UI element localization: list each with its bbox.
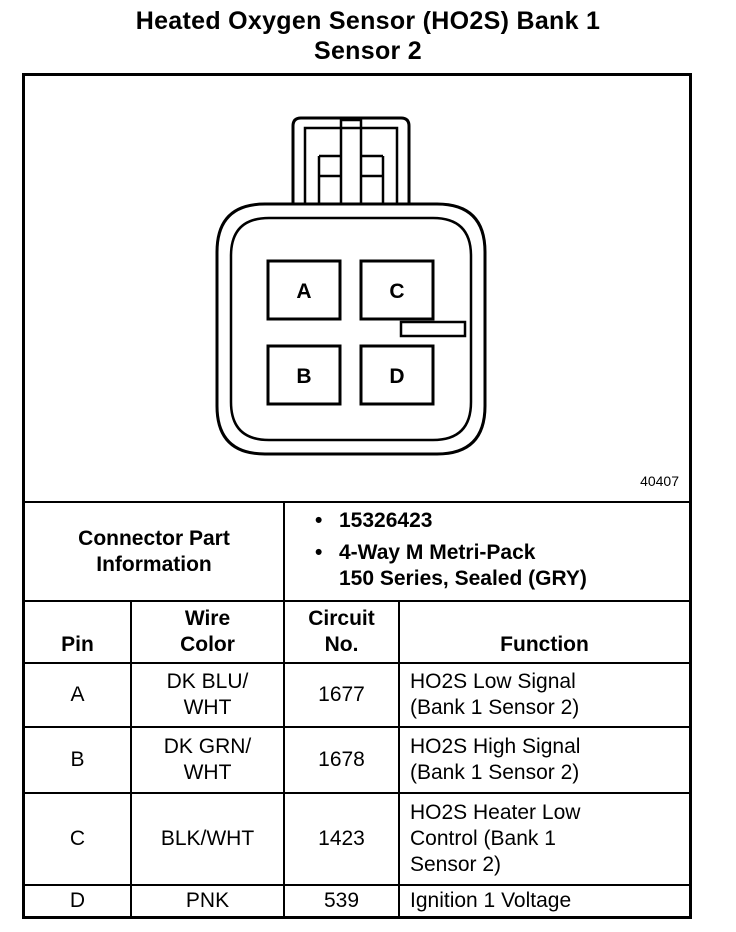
divider xyxy=(283,501,285,601)
connector-drawing xyxy=(25,76,689,501)
description-item xyxy=(315,540,587,566)
connector-diagram xyxy=(25,76,689,501)
cell-pin: C xyxy=(69,827,86,850)
figure-number: 40407 xyxy=(640,473,679,489)
description-line-2: 150 Series, Sealed (GRY) xyxy=(339,567,587,590)
description-item-2 xyxy=(315,566,587,592)
header-pin: Pin xyxy=(61,633,94,656)
part-number: 15326423 xyxy=(339,509,433,532)
cell-pin: B xyxy=(70,748,85,771)
connector-info-details xyxy=(315,508,587,592)
bullet: • xyxy=(315,541,323,564)
cell-circuit: 539 xyxy=(323,889,360,912)
cell-function: HO2S Heater Low Control (Bank 1 Sensor 2) xyxy=(410,801,581,876)
connector-key xyxy=(401,322,465,336)
cell-pin: A xyxy=(70,683,85,706)
diagram-title xyxy=(0,6,736,66)
cell-circuit: 1678 xyxy=(318,748,365,771)
cell-circuit: 1423 xyxy=(318,827,365,850)
cell-wire-color: BLK/WHT xyxy=(160,827,255,850)
connector-info-label: Connector Part Information xyxy=(78,527,230,576)
cell-wire-color: DK BLU/ WHT xyxy=(166,670,249,719)
description-line-1: 4-Way M Metri-Pack xyxy=(339,541,536,564)
header-function: Function xyxy=(500,633,589,656)
cell-pin: D xyxy=(69,889,86,912)
pin-label-b: B xyxy=(296,365,312,388)
pin-label-a: A xyxy=(296,280,312,303)
diagram-frame xyxy=(22,73,692,919)
header-circuit-no: Circuit No. xyxy=(308,607,375,656)
cell-circuit: 1677 xyxy=(318,683,365,706)
cell-wire-color: DK GRN/ WHT xyxy=(163,735,252,784)
part-number-item xyxy=(315,508,587,534)
header-wire-color: Wire Color xyxy=(180,607,235,656)
bullet: • xyxy=(315,509,323,532)
cell-function: HO2S High Signal (Bank 1 Sensor 2) xyxy=(410,735,581,784)
cell-function: HO2S Low Signal (Bank 1 Sensor 2) xyxy=(410,670,580,719)
title-line-2: Sensor 2 xyxy=(313,37,422,65)
latch-center-bar xyxy=(341,120,361,208)
pin-label-c: C xyxy=(389,280,405,303)
cell-wire-color: PNK xyxy=(185,889,230,912)
pin-label-d: D xyxy=(389,365,405,388)
cell-function: Ignition 1 Voltage xyxy=(410,889,572,912)
title-line-1: Heated Oxygen Sensor (HO2S) Bank 1 xyxy=(135,7,601,35)
connector-latch xyxy=(293,118,409,206)
